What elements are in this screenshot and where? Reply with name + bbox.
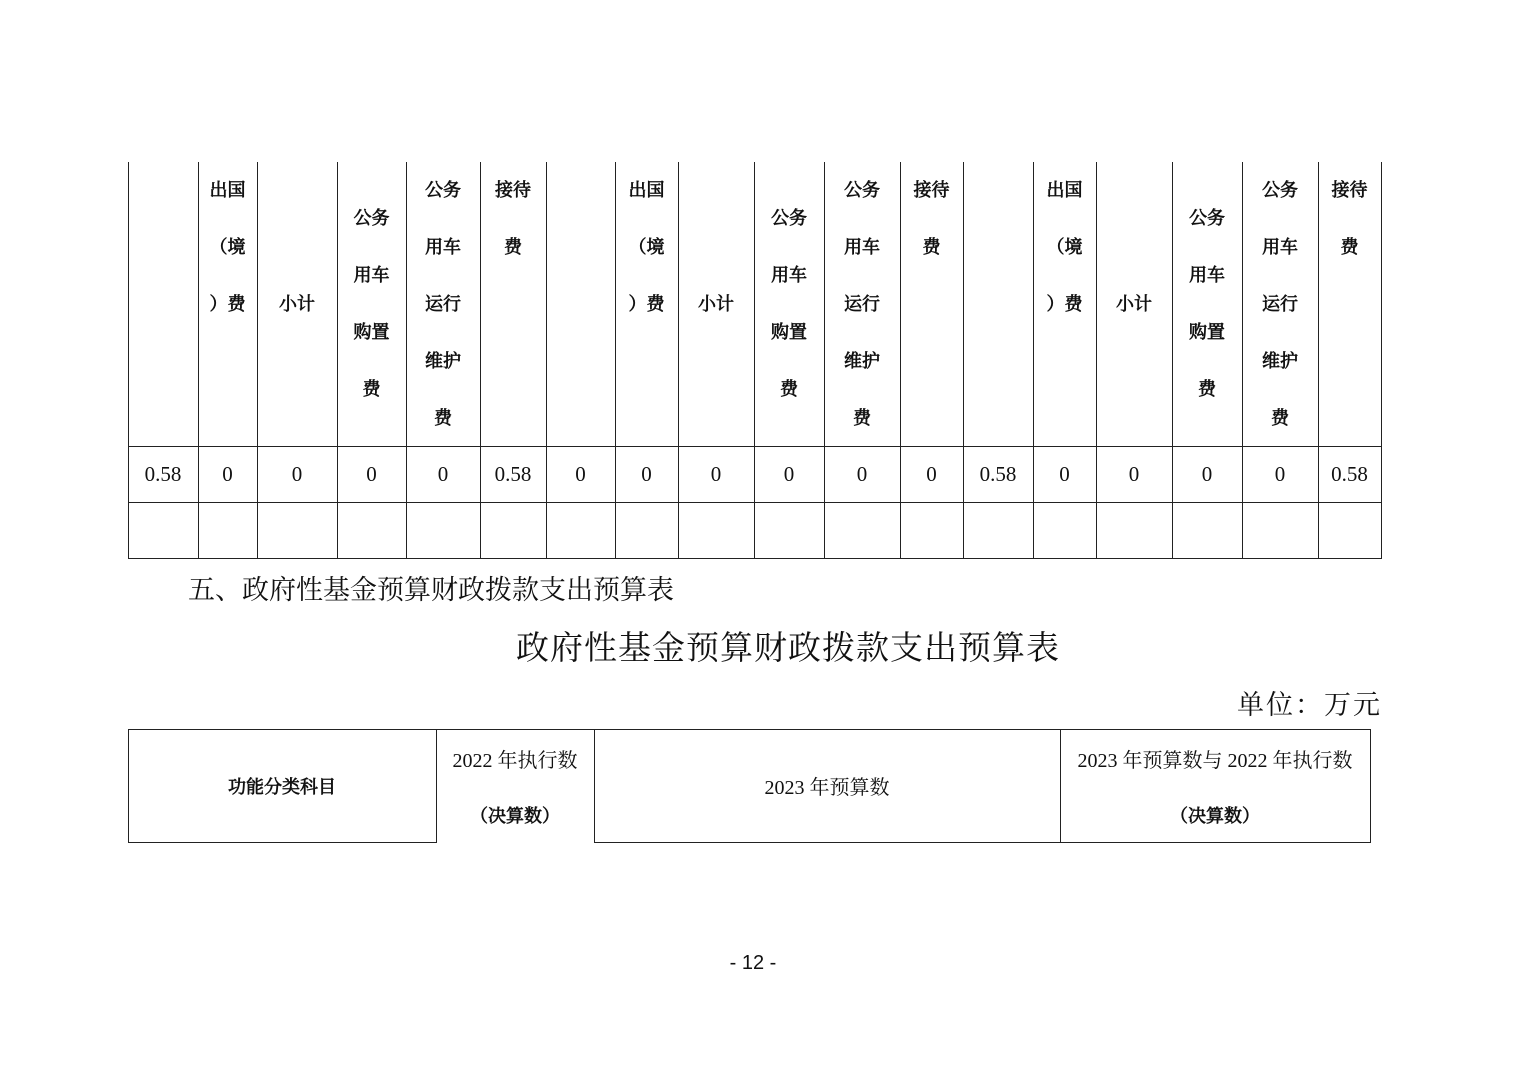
column-header-text: 维护 [425, 351, 461, 372]
header-2023-vs-2022-final: （决算数） [1170, 806, 1260, 827]
column-header-text: 运行 [1262, 294, 1298, 315]
value-cell: 0 [575, 461, 586, 486]
column-header-text: 用车 [1262, 237, 1298, 258]
column-header-text: 运行 [425, 294, 461, 315]
column-header [1318, 162, 1381, 446]
column-header-text: 费 [780, 379, 798, 400]
column-header-text: 公务 [1262, 180, 1298, 201]
column-header [337, 162, 406, 474]
column-header-text: 公务 [844, 180, 880, 201]
header-2022-final-accounts: （决算数） [470, 806, 560, 827]
column-header-text: 费 [922, 237, 941, 258]
header-2023-budget: 2023 年预算数 [764, 777, 890, 799]
page-number: - 12 - [729, 952, 777, 974]
value-cell: 0 [437, 461, 449, 486]
column-header [128, 162, 198, 446]
column-header-text: 费 [434, 408, 452, 429]
column-header [1096, 162, 1172, 446]
column-header [1242, 162, 1318, 446]
column-header [198, 162, 257, 446]
column-header-text: （境 [628, 237, 665, 258]
column-header-text: 费 [362, 379, 381, 400]
value-cell: 0 [291, 461, 303, 486]
table-title: 政府性基金预算财政拨款支出预算表 [516, 628, 1060, 667]
column-header [1033, 162, 1096, 446]
value-cell: 0 [783, 461, 795, 486]
column-header-text: 费 [1271, 408, 1289, 429]
value-cell: 0 [710, 461, 722, 486]
column-header [824, 162, 900, 446]
column-header-text: 费 [1340, 237, 1359, 258]
column-header-text: 小计 [1116, 293, 1152, 315]
value-cell: 0 [641, 461, 652, 486]
section-heading: 五、政府性基金预算财政拨款支出预算表 [188, 575, 674, 606]
unit-label: 单位：万元 [1237, 690, 1382, 721]
value-cell: 0 [1059, 461, 1070, 486]
column-header [1172, 162, 1242, 474]
column-header-text: ）费 [628, 294, 665, 315]
column-header [963, 162, 1033, 446]
value-cell: 0 [1274, 461, 1286, 486]
column-header-text: ）费 [209, 294, 246, 315]
column-header-text: 用车 [771, 265, 807, 286]
column-header-text: 出国 [628, 180, 665, 201]
header-function-category: 功能分类科目 [228, 776, 336, 798]
column-header [257, 162, 337, 446]
column-header-text: 出国 [1046, 180, 1083, 201]
value-cell: 0 [1128, 461, 1140, 486]
column-header-text: 小计 [698, 293, 734, 315]
value-cell: 0 [1201, 461, 1213, 486]
column-header-text: 接待 [1331, 180, 1368, 201]
column-header-text: 费 [853, 408, 871, 429]
value-cell: 0 [856, 461, 868, 486]
column-header-text: 购置 [353, 322, 390, 343]
column-header-text: 小计 [279, 293, 315, 315]
column-header-text: 公务 [353, 208, 390, 229]
header-2022-executed: 2022 年执行数 [452, 749, 578, 772]
column-header-text: 公务 [771, 208, 807, 229]
column-header-text: 接待 [495, 180, 531, 201]
column-header-text: 运行 [844, 294, 880, 315]
column-header-text: 公务 [425, 180, 461, 201]
value-cell: 0 [366, 461, 377, 486]
column-header-text: 用车 [353, 265, 390, 286]
column-header [900, 162, 963, 446]
value-cell: 0.58 [494, 461, 532, 486]
column-header-text: 出国 [209, 180, 246, 201]
column-header [754, 162, 824, 474]
column-header-text: 购置 [1189, 322, 1225, 343]
column-header-text: （境 [209, 237, 246, 258]
column-header-text: 用车 [844, 237, 880, 258]
column-header-text: 公务 [1189, 208, 1225, 229]
column-header-text: 维护 [844, 351, 880, 372]
column-header-text: ）费 [1046, 294, 1083, 315]
column-header-text: 费 [504, 237, 522, 258]
column-header-text: 用车 [1189, 265, 1225, 286]
column-header-text: 维护 [1262, 351, 1298, 372]
column-header-text: 购置 [771, 322, 807, 343]
column-header [615, 162, 678, 446]
column-header-text: （境 [1046, 237, 1083, 258]
value-cell: 0.58 [144, 461, 182, 486]
value-cell: 0.58 [979, 461, 1017, 486]
column-header-text: 费 [1198, 379, 1216, 400]
column-header [678, 162, 754, 446]
column-header-text: 用车 [425, 237, 461, 258]
value-cell: 0 [222, 461, 233, 486]
column-header [546, 162, 615, 446]
column-header-text: 接待 [913, 180, 950, 201]
header-2023-vs-2022: 2023 年预算数与 2022 年执行数 [1077, 749, 1353, 772]
column-header [480, 162, 546, 446]
value-cell: 0 [926, 461, 937, 486]
value-cell: 0.58 [1331, 461, 1368, 486]
column-header [406, 162, 480, 446]
